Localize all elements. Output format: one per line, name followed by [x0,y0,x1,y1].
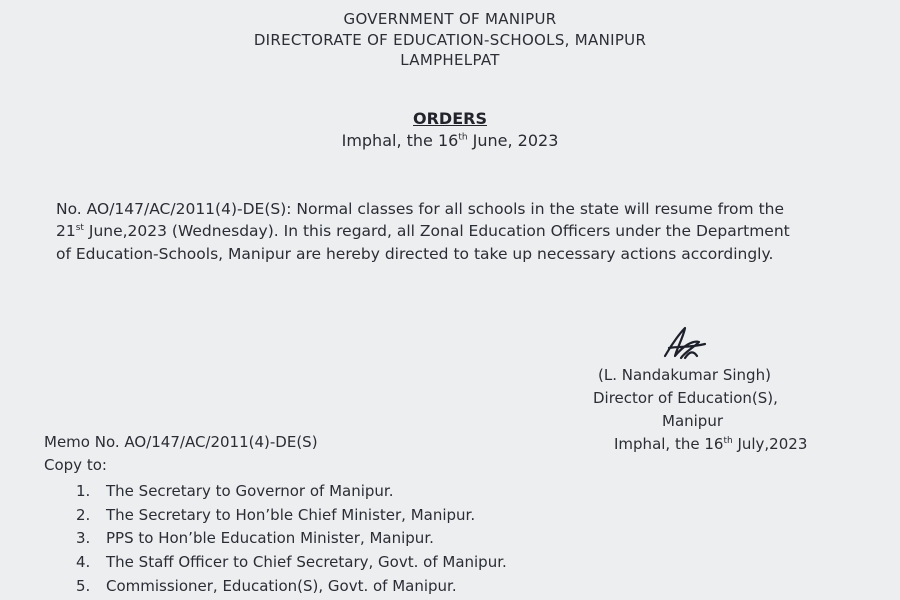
copy-list-item: 5. Commissioner, Education(S), Govt. of Manipur. [76,577,457,595]
copy-list-item: 3. PPS to Hon’ble Education Minister, Manipur. [76,529,434,547]
copy-list-item: 1. The Secretary to Governor of Manipur. [76,482,394,500]
copy-list-item: 2. The Secretary to Hon’ble Chief Minister, Manipur. [76,506,476,524]
order-body-line-1: No. AO/147/AC/2011(4)-DE(S): Normal classes for all schools in the state will resume from the [56,200,785,218]
order-body-line-2: 21st June,2023 (Wednesday). In this regard, all Zonal Education Officers under the Department [56,222,790,240]
header-location: LAMPHELPAT [400,51,500,69]
handwritten-signature [655,322,715,366]
order-title: ORDERS [413,109,487,128]
signatory-name: (L. Nandakumar Singh) [598,366,771,384]
header-directorate: DIRECTORATE OF EDUCATION-SCHOOLS, MANIPUR [253,31,647,49]
copy-to-label: Copy to: [44,456,107,474]
header-government: GOVERNMENT OF MANIPUR [343,10,557,28]
signatory-place: Manipur [662,412,724,430]
memo-number: Memo No. AO/147/AC/2011(4)-DE(S) [44,433,318,451]
signatory-date: Imphal, the 16th July,2023 [614,435,808,453]
signatory-designation: Director of Education(S), [593,389,778,407]
copy-list-item: 4. The Staff Officer to Chief Secretary, Govt. of Manipur. [76,553,507,571]
order-body-line-3: of Education-Schools, Manipur are hereby directed to take up necessary actions accordingly. [56,245,774,263]
order-dateline: Imphal, the 16th June, 2023 [341,131,559,150]
